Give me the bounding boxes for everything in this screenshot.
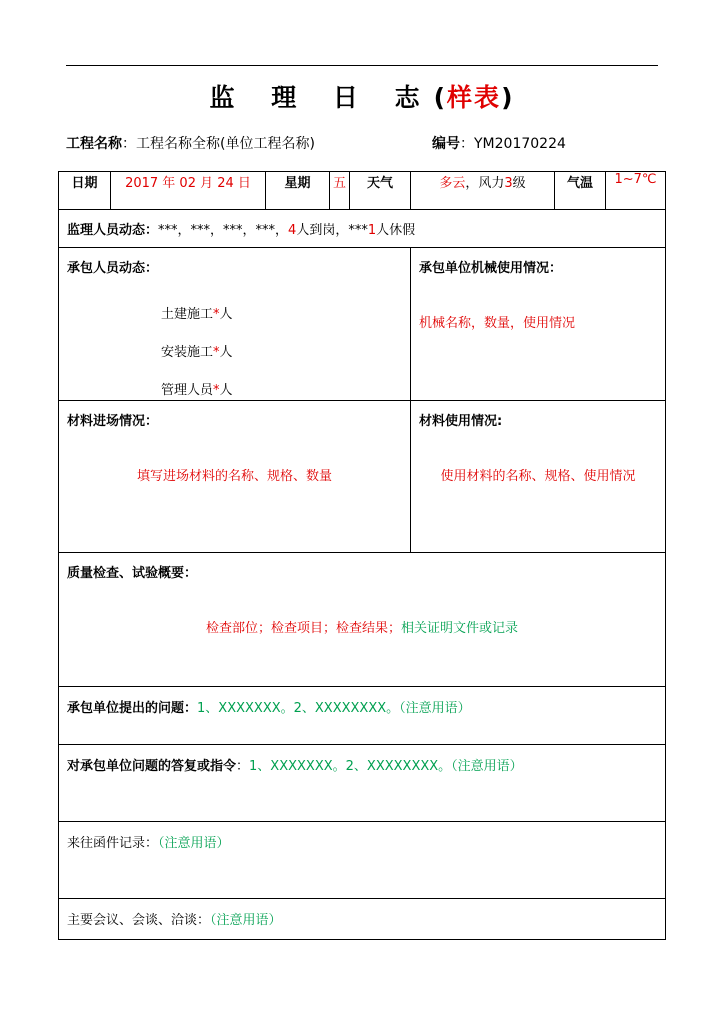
title-highlight: 样表: [447, 83, 502, 112]
record-number-line: [432, 133, 566, 153]
number-value: YM20170224: [474, 136, 566, 152]
quality-cell: [59, 553, 666, 687]
contractor-staff-cell: [59, 248, 411, 401]
top-rule: [66, 65, 658, 66]
materials-use-content: 使用材料的名称、规格、使用情况: [440, 469, 636, 484]
number-sep: ：: [460, 136, 474, 152]
item-name: 土建施工: [161, 307, 214, 322]
weather-condition: 多云: [439, 176, 466, 191]
machinery-content: 机械名称，数量，使用情况: [419, 316, 576, 331]
meetings-row: [59, 899, 666, 940]
machinery-cell: [411, 248, 666, 401]
temperature-label: 气温: [555, 172, 606, 210]
meetings-content: （注意用语）: [210, 913, 282, 928]
weather-value: [411, 172, 555, 210]
problems-content: 1、XXXXXXX。2、XXXXXXXX。（注意用语）: [197, 701, 471, 716]
quality-label: 质量检查、试验概要：: [67, 566, 198, 581]
materials-in-cell: [59, 401, 411, 553]
staff-row: [59, 210, 666, 248]
item-mark: *: [213, 307, 220, 322]
meetings-cell: [59, 899, 666, 940]
contractor-row: [59, 248, 666, 401]
item-name: 管理人员: [161, 383, 214, 398]
materials-in-label: 材料进场情况：: [67, 414, 159, 429]
contractor-staff-list: [161, 296, 233, 410]
staff-cell: [59, 210, 666, 248]
info-row: [59, 172, 666, 210]
materials-use-cell: [411, 401, 666, 553]
wind-level: 3: [504, 176, 513, 191]
letters-cell: [59, 822, 666, 899]
weekday-value: 五: [330, 172, 350, 210]
quality-row: [59, 553, 666, 687]
item-name: 安装施工: [161, 345, 214, 360]
materials-in-content: 填写进场材料的名称、规格、数量: [136, 469, 332, 484]
project-sep: ：: [122, 136, 136, 152]
number-label: 编号: [432, 136, 460, 152]
weather-label: 天气: [350, 172, 411, 210]
title-rparen: ): [501, 83, 515, 112]
weekday-label: 星期: [266, 172, 330, 210]
list-item: [161, 296, 233, 334]
replies-content: 1、XXXXXXX。2、XXXXXXXX。（注意用语）: [249, 759, 523, 774]
staff-count-onsite: 4: [288, 223, 297, 238]
staff-text2: 人到岗，***: [296, 223, 368, 238]
problems-label: 承包单位提出的问题：: [67, 701, 198, 716]
quality-content: [67, 617, 665, 636]
item-unit: 人: [219, 383, 233, 398]
materials-row: [59, 401, 666, 553]
item-mark: *: [213, 345, 220, 360]
letters-label: 来往函件记录：: [67, 836, 159, 851]
staff-label: 监理人员动态：: [67, 223, 159, 238]
project-label: 工程名称: [66, 136, 122, 152]
meetings-label: 主要会议、会谈、洽谈：: [67, 913, 211, 928]
staff-text1: ***，***，***，***，: [158, 223, 289, 238]
temperature-value: 1~7℃: [606, 172, 666, 210]
date-label: 日期: [59, 172, 111, 210]
date-value: 2017 年 02 月 24 日: [111, 172, 266, 210]
wind-unit: 级: [512, 176, 526, 191]
staff-count-leave: 1: [367, 223, 377, 238]
replies-label: 对承包单位问题的答复或指令: [67, 759, 237, 774]
item-mark: *: [213, 383, 220, 398]
title-lparen: (: [433, 83, 448, 112]
machinery-label: 承包单位机械使用情况：: [419, 261, 563, 276]
materials-use-label: 材料使用情况:: [419, 414, 503, 429]
project-name-line: [66, 133, 315, 153]
problems-row: [59, 687, 666, 745]
letters-row: [59, 822, 666, 899]
quality-content-main: 检查部位；检查项目；检查结果；: [205, 621, 401, 636]
page-title: [0, 78, 724, 114]
list-item: [161, 334, 233, 372]
staff-text3: 人休假: [376, 223, 416, 238]
wind-label: ，风力: [465, 176, 505, 191]
log-table: [58, 171, 666, 940]
replies-row: [59, 745, 666, 822]
item-unit: 人: [219, 345, 233, 360]
letters-content: （注意用语）: [158, 836, 230, 851]
replies-sep: ：: [236, 759, 250, 774]
item-unit: 人: [219, 307, 233, 322]
quality-content-records: 相关证明文件或记录: [401, 621, 519, 636]
contractor-staff-label: 承包人员动态：: [67, 261, 159, 276]
title-main: 监 理 日 志: [209, 83, 434, 112]
problems-cell: [59, 687, 666, 745]
project-value: 工程名称全称(单位工程名称): [136, 136, 315, 152]
replies-cell: [59, 745, 666, 822]
